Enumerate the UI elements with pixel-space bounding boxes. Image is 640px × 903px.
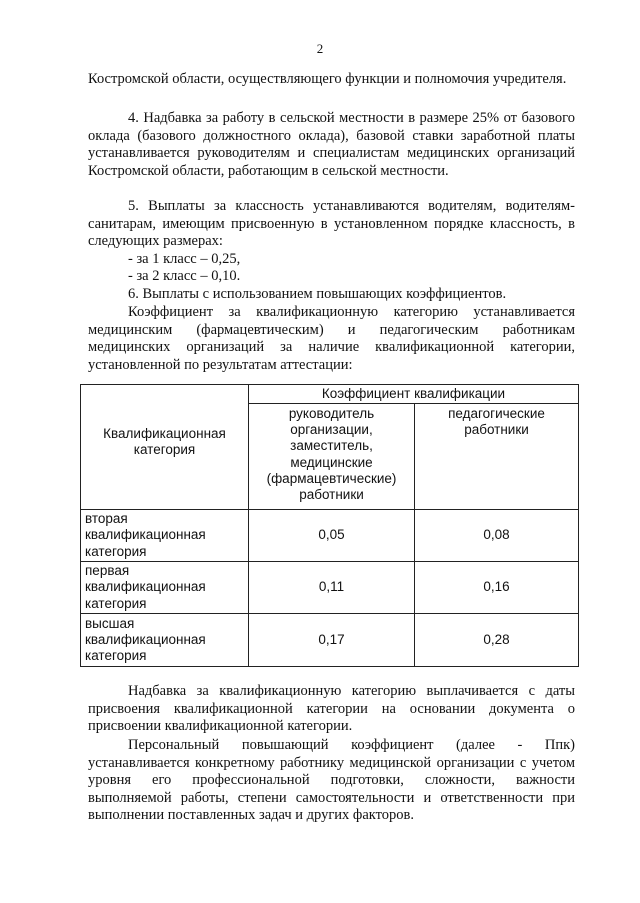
- table-row: [81, 562, 579, 614]
- category-cell: первая квалификационная категория: [81, 562, 249, 614]
- table-row: [81, 510, 579, 562]
- category-cell: высшая квалификационная категория: [81, 614, 249, 667]
- value-cell: 0,28: [415, 614, 579, 667]
- paragraph-class-payments: 5. Выплаты за классность устанавливаются водителям, водителям-санитарам, имеющим присвоенную в установленном порядке классность, в следующих размерах:: [88, 198, 575, 250]
- value-cell: 0,16: [415, 562, 579, 614]
- paragraph-founder: Костромской области, осуществляющего функции и полномочия учредителя.: [88, 71, 567, 87]
- value-cell: 0,08: [415, 510, 579, 562]
- list-item-class-2: - за 2 класс – 0,10.: [128, 268, 241, 284]
- table-row: [81, 614, 579, 667]
- category-cell: вторая квалификационная категория: [81, 510, 249, 562]
- value-cell: 0,17: [249, 614, 415, 667]
- qualification-coefficient-table: [80, 384, 579, 667]
- header-pedagogical: педагогические работники: [415, 404, 579, 510]
- header-category: Квалификационная категория: [81, 385, 249, 510]
- paragraph-coefficients: 6. Выплаты с использованием повышающих коэффициентов.: [128, 286, 507, 302]
- paragraph-rural-allowance: 4. Надбавка за работу в сельской местности в размере 25% от базового оклада (базового должностного оклада), базовой ставки заработной платы устанавливается руководителям и специалистам медицинских организаций Костромской области, работающим в сельской местности.: [88, 110, 575, 179]
- header-coefficient: Коэффициент квалификации: [249, 385, 579, 404]
- paragraph-personal-coefficient: Персональный повышающий коэффициент (далее - Ппк) устанавливается конкретному работнику медицинской организации с учетом уровня его профессиональной подготовки, сложности, важности выполняемой работы, степени самостоятельности и ответственности при выполнении поставленных задач и других факторов.: [88, 737, 575, 824]
- paragraph-qualification-coefficient: Коэффициент за квалификационную категорию устанавливается медицинским (фармацевтическим) и педагогическим работникам медицинских организаций за наличие квалификационной категории, установленной по результатам аттестации:: [88, 304, 575, 373]
- paragraph-allowance-payment: Надбавка за квалификационную категорию выплачивается с даты присвоения квалификационной категории на основании документа о присвоении квалификационной категории.: [88, 683, 575, 735]
- list-item-class-1: - за 1 класс – 0,25,: [128, 251, 241, 267]
- page-number: 2: [316, 41, 324, 56]
- value-cell: 0,11: [249, 562, 415, 614]
- header-managers-medical: руководитель организации, заместитель, медицинские (фармацевтические) работники: [249, 404, 415, 510]
- value-cell: 0,05: [249, 510, 415, 562]
